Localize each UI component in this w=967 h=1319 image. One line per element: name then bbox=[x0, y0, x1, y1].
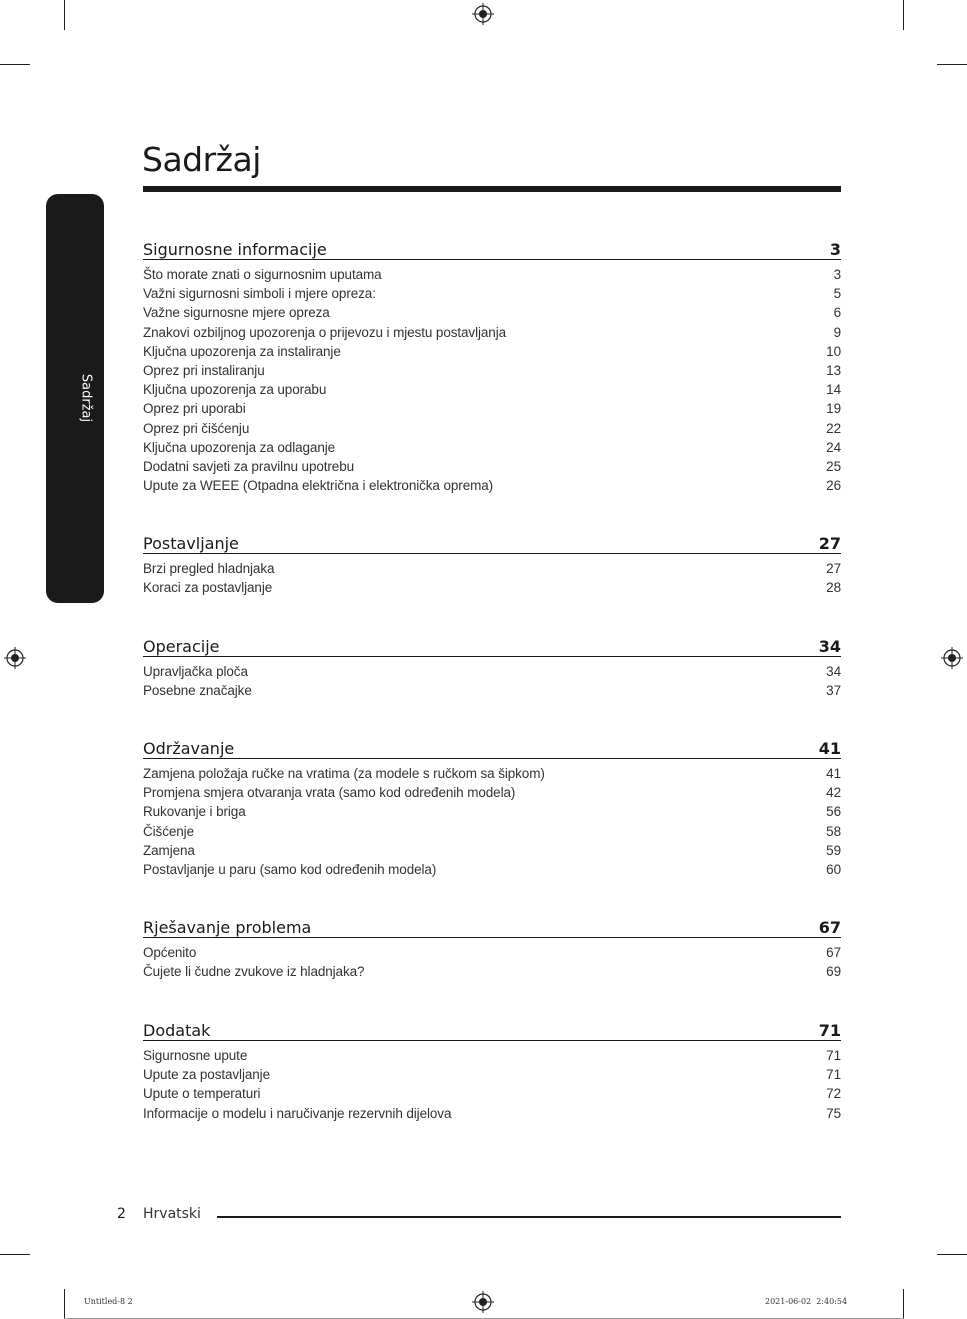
side-tab-label: Sadržaj bbox=[78, 373, 94, 423]
entry-page: 6 bbox=[833, 305, 841, 321]
entry-page: 60 bbox=[826, 861, 841, 877]
slug-file: Untitled-8 2 bbox=[84, 1297, 133, 1306]
entry-page: 27 bbox=[826, 561, 841, 576]
entry-page: 42 bbox=[826, 785, 841, 801]
entry-page: 5 bbox=[833, 286, 841, 302]
entry-page: 9 bbox=[833, 324, 841, 340]
toc-entry[interactable] bbox=[143, 361, 841, 380]
entry-label: Oprez pri čišćenju bbox=[143, 420, 250, 436]
section-heading[interactable] bbox=[143, 1017, 841, 1041]
section-page: 3 bbox=[829, 240, 841, 259]
registration-mark-icon bbox=[4, 647, 26, 669]
entry-label: Oprez pri uporabi bbox=[143, 401, 246, 417]
crop-mark bbox=[937, 64, 967, 65]
registration-mark-icon bbox=[472, 1291, 494, 1313]
section-heading[interactable] bbox=[143, 735, 841, 759]
footer-rule bbox=[217, 1216, 841, 1218]
entry-page: 59 bbox=[826, 842, 841, 858]
toc-entry[interactable] bbox=[143, 962, 841, 981]
entry-page: 25 bbox=[826, 458, 841, 474]
entry-label: Ključna upozorenja za instaliranje bbox=[143, 343, 341, 359]
entry-page: 24 bbox=[826, 439, 841, 455]
entry-label: Informacije o modelu i naručivanje rezervnih dijelova bbox=[143, 1105, 452, 1121]
entry-label: Posebne značajke bbox=[143, 683, 252, 699]
toc-section bbox=[143, 914, 841, 981]
entry-label: Ključna upozorenja za odlaganje bbox=[143, 439, 336, 455]
toc-entry[interactable] bbox=[143, 559, 841, 578]
entry-page: 22 bbox=[826, 420, 841, 436]
toc-entry[interactable] bbox=[143, 1065, 841, 1084]
crop-mark bbox=[64, 0, 65, 30]
toc-section bbox=[143, 530, 841, 597]
registration-mark-icon bbox=[472, 3, 494, 25]
toc-entry[interactable] bbox=[143, 943, 841, 962]
entry-page: 72 bbox=[826, 1086, 841, 1102]
entry-page: 13 bbox=[826, 362, 841, 378]
entry-page: 10 bbox=[826, 343, 841, 359]
entry-label: Općenito bbox=[143, 945, 197, 960]
entry-label: Rukovanje i briga bbox=[143, 804, 246, 820]
entry-label: Zamjena bbox=[143, 842, 195, 858]
entry-label: Čujete li čudne zvukove iz hladnjaka? bbox=[143, 964, 365, 980]
entry-label: Čišćenje bbox=[143, 823, 194, 839]
section-title: Rješavanje problema bbox=[143, 918, 312, 937]
side-tab bbox=[46, 194, 104, 603]
entry-page: 71 bbox=[826, 1048, 841, 1063]
entry-label: Zamjena položaja ručke na vratima (za modele s ručkom sa šipkom) bbox=[143, 766, 545, 781]
section-title: Sigurnosne informacije bbox=[143, 240, 327, 259]
entry-page: 69 bbox=[826, 964, 841, 980]
section-page: 27 bbox=[818, 534, 841, 553]
toc-entry[interactable] bbox=[143, 1046, 841, 1065]
entry-page: 41 bbox=[826, 766, 841, 781]
section-title: Dodatak bbox=[143, 1021, 211, 1040]
section-title: Operacije bbox=[143, 637, 220, 656]
entry-page: 67 bbox=[826, 945, 841, 960]
toc-entry[interactable] bbox=[143, 476, 841, 495]
toc-section bbox=[143, 735, 841, 879]
toc-entry[interactable] bbox=[143, 1084, 841, 1103]
crop-mark bbox=[0, 64, 30, 65]
entry-page: 34 bbox=[826, 664, 841, 679]
entry-page: 3 bbox=[833, 267, 841, 282]
toc-entry[interactable] bbox=[143, 841, 841, 860]
toc-entry[interactable] bbox=[143, 438, 841, 457]
toc-section bbox=[143, 236, 841, 495]
entry-page: 37 bbox=[826, 683, 841, 699]
section-heading[interactable] bbox=[143, 914, 841, 938]
toc-entry[interactable] bbox=[143, 323, 841, 342]
entry-page: 56 bbox=[826, 804, 841, 820]
entry-page: 58 bbox=[826, 823, 841, 839]
toc-entry[interactable] bbox=[143, 783, 841, 802]
section-heading[interactable] bbox=[143, 530, 841, 554]
entry-label: Koraci za postavljanje bbox=[143, 580, 273, 596]
entry-label: Važne sigurnosne mjere opreza bbox=[143, 305, 330, 321]
section-page: 41 bbox=[818, 739, 841, 758]
title-rule bbox=[143, 186, 841, 192]
section-heading[interactable] bbox=[143, 633, 841, 657]
entry-label: Promjena smjera otvaranja vrata (samo kod određenih modela) bbox=[143, 785, 516, 801]
section-page: 34 bbox=[818, 637, 841, 656]
entry-label: Ključna upozorenja za uporabu bbox=[143, 382, 327, 398]
toc-section bbox=[143, 1017, 841, 1123]
entry-label: Dodatni savjeti za pravilnu upotrebu bbox=[143, 458, 355, 474]
entry-label: Brzi pregled hladnjaka bbox=[143, 561, 275, 576]
toc-entry[interactable] bbox=[143, 860, 841, 879]
section-page: 67 bbox=[818, 918, 841, 937]
toc-entry[interactable] bbox=[143, 380, 841, 399]
entry-page: 19 bbox=[826, 401, 841, 417]
toc-entry[interactable] bbox=[143, 265, 841, 284]
toc-entry[interactable] bbox=[143, 662, 841, 681]
crop-mark bbox=[0, 1254, 30, 1255]
entry-label: Postavljanje u paru (samo kod određenih modela) bbox=[143, 861, 437, 877]
crop-mark bbox=[937, 1254, 967, 1255]
entry-label: Sigurnosne upute bbox=[143, 1048, 248, 1063]
toc-entry[interactable] bbox=[143, 303, 841, 322]
crop-mark bbox=[903, 0, 904, 30]
registration-mark-icon bbox=[941, 647, 963, 669]
toc-entry[interactable] bbox=[143, 457, 841, 476]
toc-entry[interactable] bbox=[143, 342, 841, 361]
crop-mark bbox=[903, 1289, 904, 1319]
toc-entry[interactable] bbox=[143, 419, 841, 438]
page-number: 2 bbox=[117, 1206, 126, 1222]
toc-entry[interactable] bbox=[143, 764, 841, 783]
entry-page: 71 bbox=[826, 1067, 841, 1083]
toc-entry[interactable] bbox=[143, 1104, 841, 1123]
entry-label: Upute o temperaturi bbox=[143, 1086, 261, 1102]
crop-mark bbox=[64, 1289, 65, 1319]
footer-language: Hrvatski bbox=[143, 1206, 201, 1222]
entry-page: 75 bbox=[826, 1105, 841, 1121]
toc-entry[interactable] bbox=[143, 399, 841, 418]
section-title: Postavljanje bbox=[143, 534, 239, 553]
section-heading[interactable] bbox=[143, 236, 841, 260]
section-page: 71 bbox=[818, 1021, 841, 1040]
entry-label: Upute za WEEE (Otpadna električna i elektronička oprema) bbox=[143, 478, 494, 494]
toc-entry[interactable] bbox=[143, 802, 841, 821]
toc-entry[interactable] bbox=[143, 822, 841, 841]
toc-section bbox=[143, 633, 841, 700]
entry-label: Važni sigurnosni simboli i mjere opreza: bbox=[143, 286, 376, 302]
entry-page: 28 bbox=[826, 580, 841, 596]
entry-page: 14 bbox=[826, 382, 841, 398]
toc-entry[interactable] bbox=[143, 681, 841, 700]
slug-datetime: 2021-06-02 ￼ 2:40:54 bbox=[765, 1297, 848, 1306]
entry-label: Znakovi ozbiljnog upozorenja o prijevozu i mjestu postavljanja bbox=[143, 324, 507, 340]
section-title: Održavanje bbox=[143, 739, 235, 758]
toc-entry[interactable] bbox=[143, 284, 841, 303]
entry-label: Upravljačka ploča bbox=[143, 664, 248, 679]
page-title: Sadržaj bbox=[142, 140, 261, 179]
entry-label: Oprez pri instaliranju bbox=[143, 362, 265, 378]
entry-label: Što morate znati o sigurnosnim uputama bbox=[143, 267, 382, 282]
toc-entry[interactable] bbox=[143, 578, 841, 597]
entry-page: 26 bbox=[826, 478, 841, 494]
entry-label: Upute za postavljanje bbox=[143, 1067, 270, 1083]
